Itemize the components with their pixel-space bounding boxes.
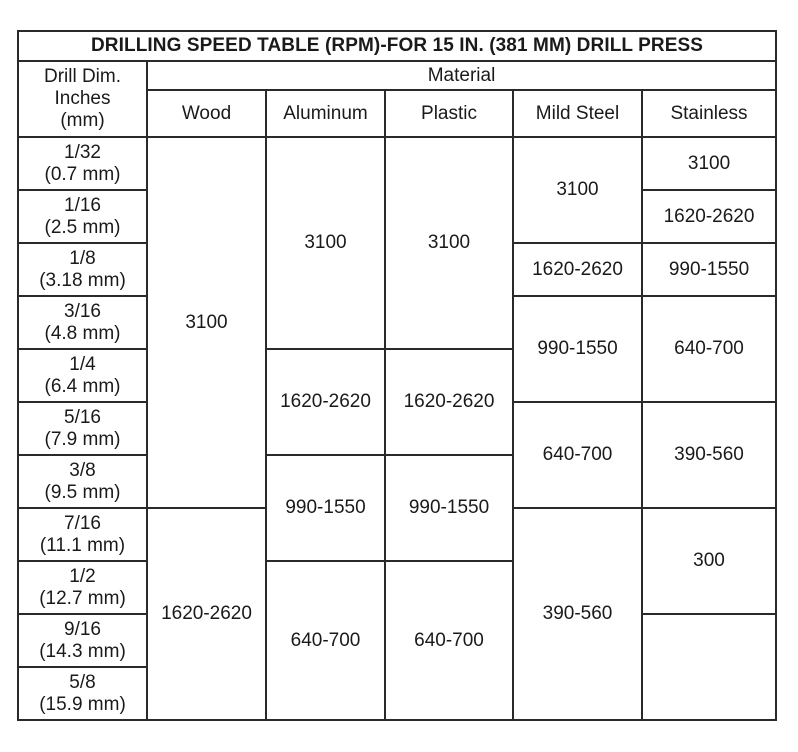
drill-size-mm: (15.9 mm) <box>39 693 126 715</box>
drill-size-cell <box>18 667 147 720</box>
drill-size-inch: 5/8 <box>69 671 96 693</box>
drill-size-mm: (12.7 mm) <box>39 587 126 609</box>
mild-steel-speed-cell: 990-1550 <box>513 296 642 402</box>
drilling-speed-table <box>17 30 777 721</box>
wood-speed-cell: 3100 <box>147 137 266 508</box>
drill-size-cell <box>18 243 147 296</box>
drill-size-inch: 3/8 <box>69 459 96 481</box>
drill-size-mm: (7.9 mm) <box>44 428 121 450</box>
mild-steel-speed-cell: 640-700 <box>513 402 642 508</box>
stainless-empty-cell <box>642 614 776 720</box>
aluminum-speed-cell: 990-1550 <box>266 455 385 561</box>
drill-dim-header <box>18 61 147 137</box>
drill-size-inch: 1/16 <box>64 194 101 216</box>
drill-size-cell <box>18 137 147 190</box>
plastic-speed-cell: 3100 <box>385 137 513 349</box>
plastic-speed-cell: 640-700 <box>385 561 513 720</box>
column-header-plastic: Plastic <box>385 90 513 137</box>
drill-size-mm: (3.18 mm) <box>39 269 126 291</box>
plastic-speed-cell: 990-1550 <box>385 455 513 561</box>
drill-size-inch: 9/16 <box>64 618 101 640</box>
column-header-wood: Wood <box>147 90 266 137</box>
stainless-speed-cell: 1620-2620 <box>642 190 776 243</box>
drill-size-inch: 5/16 <box>64 406 101 428</box>
drill-size-mm: (0.7 mm) <box>44 163 121 185</box>
stainless-speed-cell: 390-560 <box>642 402 776 508</box>
drill-size-cell <box>18 402 147 455</box>
drill-size-cell <box>18 296 147 349</box>
drill-dim-units-label: Inches <box>54 88 111 109</box>
drill-size-cell <box>18 190 147 243</box>
drill-size-inch: 1/32 <box>64 141 101 163</box>
stainless-speed-cell: 3100 <box>642 137 776 190</box>
drill-size-mm: (6.4 mm) <box>44 375 121 397</box>
drill-dim-mm-label: (mm) <box>60 110 105 131</box>
stainless-speed-cell: 990-1550 <box>642 243 776 296</box>
drill-size-cell <box>18 349 147 402</box>
wood-speed-cell: 1620-2620 <box>147 508 266 720</box>
drill-size-inch: 7/16 <box>64 512 101 534</box>
mild-steel-speed-cell: 1620-2620 <box>513 243 642 296</box>
drill-size-cell <box>18 561 147 614</box>
drill-size-inch: 1/4 <box>69 353 96 375</box>
drill-size-inch: 3/16 <box>64 300 101 322</box>
drill-size-mm: (14.3 mm) <box>39 640 126 662</box>
drill-size-cell <box>18 455 147 508</box>
drill-dim-label: Drill Dim. <box>43 66 122 87</box>
drill-size-cell <box>18 508 147 561</box>
column-header-aluminum: Aluminum <box>266 90 385 137</box>
drill-size-inch: 1/2 <box>69 565 96 587</box>
drill-size-inch: 1/8 <box>69 247 96 269</box>
aluminum-speed-cell: 640-700 <box>266 561 385 720</box>
drill-size-mm: (9.5 mm) <box>44 481 121 503</box>
drill-size-mm: (11.1 mm) <box>39 534 126 556</box>
stainless-speed-cell: 300 <box>642 508 776 614</box>
mild-steel-speed-cell: 390-560 <box>513 508 642 720</box>
material-header: Material <box>147 61 776 90</box>
table-title: DRILLING SPEED TABLE (RPM)-FOR 15 IN. (381 MM) DRILL PRESS <box>18 31 776 61</box>
mild-steel-speed-cell: 3100 <box>513 137 642 243</box>
stainless-speed-cell: 640-700 <box>642 296 776 402</box>
aluminum-speed-cell: 3100 <box>266 137 385 349</box>
table-row <box>18 137 776 190</box>
drill-size-cell <box>18 614 147 667</box>
plastic-speed-cell: 1620-2620 <box>385 349 513 455</box>
drill-size-mm: (4.8 mm) <box>44 322 121 344</box>
column-header-mild-steel: Mild Steel <box>513 90 642 137</box>
drill-size-mm: (2.5 mm) <box>44 216 121 238</box>
aluminum-speed-cell: 1620-2620 <box>266 349 385 455</box>
column-header-stainless: Stainless <box>642 90 776 137</box>
